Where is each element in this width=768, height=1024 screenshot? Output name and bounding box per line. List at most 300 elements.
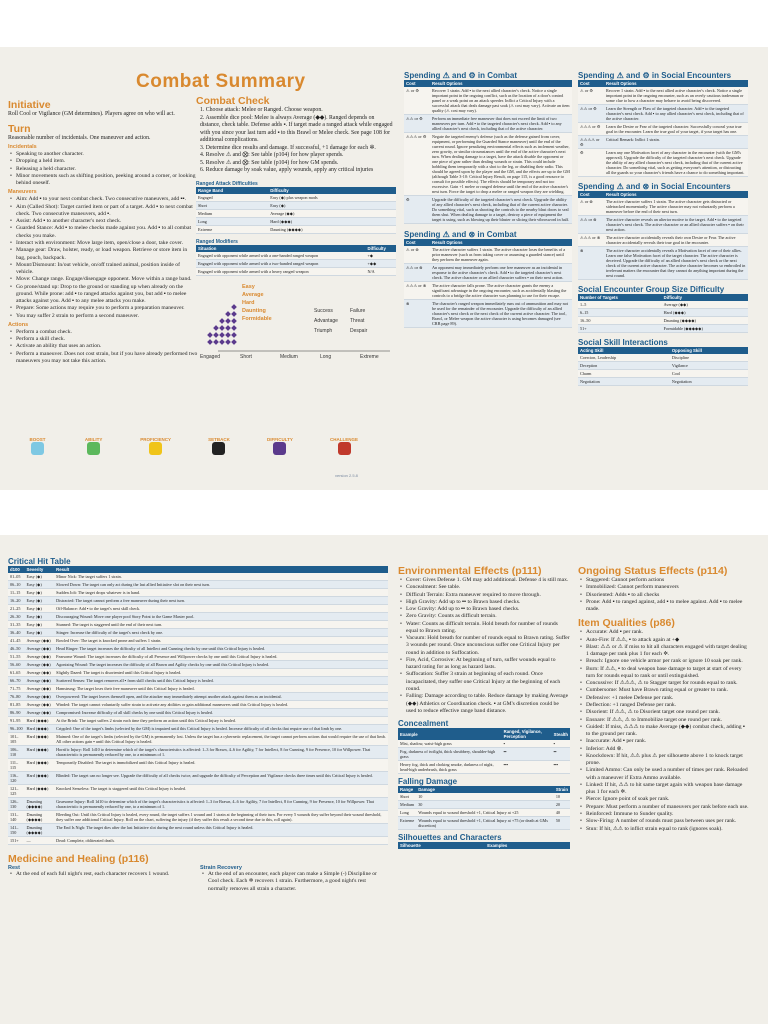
difficulty-die — [225, 311, 231, 317]
spend-social-neg-table — [578, 191, 748, 280]
range-label: Medium — [280, 353, 298, 360]
combat-step: 2. Assemble dice pool: Melee is always Average (◆◆). Ranged depends on distance, check table. Defense adds ▪. If target made a ranged attack while engaged with you since your last turn add ▪ to this Brawl or Melee check. See page 108 for additional complications. — [200, 114, 393, 144]
table-row — [8, 621, 388, 629]
table-cell: Winded: The target cannot voluntarily suffer strain to activate any abilities or gain additional maneuvers until this Critical Injury is healed. — [54, 701, 388, 709]
table-row — [578, 354, 748, 362]
table-cell: Hard (◆◆◆) — [25, 733, 55, 746]
maneuver-item: • Assist: Add ▪ to another character's next check. — [8, 218, 198, 225]
table-row — [404, 264, 572, 282]
table-cell: ⚠⚠⚠ or ⊗ — [404, 282, 430, 300]
maneuver-item: • Interact with environment: Move large item, open/close a door, take cover. — [8, 240, 198, 247]
table-cell: 96–100 — [10, 726, 23, 731]
quality-item: • Concussive: If ⚠⚠⚠, ⚠ to Stagger target for rounds equal to rank. — [578, 680, 750, 687]
table-row — [578, 325, 748, 333]
table-cell: At the Brink: The target suffers 2 strain each time they perform an action until this Critical Injury is healed. — [54, 717, 388, 725]
table-cell: The active character accidentally reveals their own Desire or Fear. The active character accidentally reveals their true goal in the encounter. — [604, 234, 748, 247]
table-row — [404, 115, 572, 133]
column-header: Damage — [416, 786, 554, 793]
table-cell: 10 — [554, 793, 570, 801]
incidental-item: • Dropping a held item. — [8, 158, 198, 165]
column-header: Difficulty — [268, 187, 396, 194]
table-row — [578, 216, 748, 234]
table-row — [404, 282, 572, 300]
status-item: • Staggered: Cannot perform actions — [578, 577, 750, 584]
table-cell: Learn the Desire or Fear of the targeted character. Successfully conceal your true goal in the encounter. Learn the true goal of your target, if your target has one. — [604, 123, 748, 136]
table-row — [8, 605, 388, 613]
table-cell: The active character suffers 1 strain. The active character loses the benefits of a prior maneuver (such as from taking cover or assuming a guarded stance) until they perform the maneuver again. — [430, 246, 572, 264]
table-cell: Extreme — [398, 817, 416, 830]
turn-text: Reasonable number of incidentals. One maneuver and action. — [8, 134, 151, 141]
table-row — [398, 817, 570, 830]
table-cell: Average (◆◆) — [25, 701, 55, 709]
table-cell: ▪▪▪ — [552, 761, 570, 774]
environmental-item: • Vacuum: Hold breath for number of rounds equal to Brawn rating. Suffer 3 wounds per round. Once unconscious suffer one Critical Injury per round in addition to Suffocation. — [398, 635, 570, 657]
table-row — [578, 370, 748, 378]
quality-item: • Slow-Firing: A number of rounds must pass between uses per rank. — [578, 818, 750, 825]
table-cell: Wounds equal to wound threshold +1, Critical Injury at +75 (or death at GMs discretion) — [416, 817, 554, 830]
table-cell: Coercion, Leadership — [578, 354, 670, 362]
table-row — [8, 573, 388, 581]
environment-column — [398, 565, 570, 849]
table-cell: Slowed Down: The target can only act during the last allied Initiative slot on their next turn. — [54, 581, 388, 589]
table-cell: 151+ — [8, 837, 25, 845]
incidental-item: • Minor movements such as shifting position, peeking around a corner, or looking behind oneself. — [8, 173, 198, 188]
version-label: version 2.5.8 — [335, 473, 358, 478]
status-item: • Disoriented: Adds ▪ to all checks — [578, 592, 750, 599]
die-legend-item — [208, 437, 230, 460]
social-spending-column — [578, 71, 748, 386]
environmental-item: • Low Gravity: Add up to ▪▪ to Brawn based checks. — [398, 606, 570, 613]
symbol-label: Threat — [350, 317, 365, 324]
ongoing-status-heading: Ongoing Status Effects (p114) — [578, 565, 728, 577]
difficulty-die — [213, 339, 219, 345]
table-row — [8, 785, 388, 798]
table-cell: 76–80 — [8, 693, 25, 701]
table-cell: 106–110 — [8, 746, 25, 759]
table-cell: Negotiation — [670, 378, 748, 386]
quality-item: • Deflection: +1 ranged Defense per rank. — [578, 702, 750, 709]
table-row — [8, 629, 388, 637]
incidental-item: • Speaking to another character. — [8, 151, 198, 158]
difficulty-range-diagram — [196, 280, 396, 360]
rest-text: • At the end of each full night's rest, each character recovers 1 wound. — [8, 871, 188, 878]
table-row — [578, 234, 748, 247]
combat-step: 6. Reduce damage by soak value, apply wounds, apply any critical injuries — [200, 167, 374, 174]
initiative-heading: Initiative — [8, 99, 51, 111]
table-cell: Easy (◆) — [268, 201, 396, 209]
table-cell: N/A — [365, 267, 396, 275]
table-row — [8, 645, 388, 653]
difficulty-label: Hard — [242, 299, 255, 306]
table-cell: Recover 1 strain. Add ▪ to the next allied character's check. Notice a single important point in the ongoing conflict, such as the location of a door's control panel or a weak point on an attack speeder. Inflict a Critical Injury with a successful attack that deals damage past soak (⚠ cost may vary). Activate an item quality (⚠ cost may vary). — [430, 87, 572, 115]
quality-item: • Auto-Fire: If ⚠⚠, ▪ to attack again at +◆ — [578, 637, 750, 644]
combat-check-steps — [196, 107, 396, 175]
spend-combat-neg-table — [404, 239, 572, 328]
die-label: CHALLENGE — [330, 437, 358, 442]
table-row — [578, 301, 748, 309]
table-cell: 91–95 — [8, 717, 25, 725]
social-skill-table — [578, 347, 748, 386]
table-cell: Hard (◆◆◆) — [662, 309, 748, 317]
column-header: Result Options — [604, 80, 748, 87]
table-cell: 26–30 — [8, 613, 25, 621]
table-cell: Daunting (◆◆◆◆) — [662, 317, 748, 325]
table-cell: Daunting (◆◆◆◆) — [268, 225, 396, 233]
table-cell: Easy (◆) plus weapon mods — [268, 194, 396, 202]
column-header: Range Band — [196, 187, 268, 194]
table-cell: Sudden Jolt: The target drops whatever is in hand. — [54, 589, 388, 597]
table-row — [398, 748, 570, 761]
item-qualities-heading: Item Qualities (p86) — [578, 617, 675, 630]
combat-step: 5. Resolve ⚠ and ⨂: See table (p104) for how GM spends. — [200, 159, 339, 166]
difficulty-die — [225, 318, 231, 324]
environmental-heading: Environmental Effects (p111) — [398, 565, 542, 577]
table-row — [196, 225, 396, 233]
table-row — [578, 309, 748, 317]
table-row — [8, 725, 388, 733]
environmental-item: • Suffocation: Suffer 3 strain at beginning of each round. Once incapacitated, they suffer one Critical Injury at the beginning of each round. — [398, 671, 570, 693]
environmental-list — [398, 577, 570, 715]
combat-summary-sheet — [0, 47, 768, 490]
table-cell: Average (◆◆) — [25, 653, 55, 661]
table-row — [196, 267, 396, 275]
table-cell: ▪▪ — [552, 748, 570, 761]
strain-recovery-text: • At the end of an encounter, each player can make a Simple (-) Discipline or Cool check. Each ✲ recovers 1 strain. Furthermore, a good night's rest normally removes all strain a character. — [200, 871, 380, 893]
table-cell: Short — [398, 793, 416, 801]
table-cell: 16–50 — [578, 317, 662, 325]
table-cell: Heavy fog, thick and choking smoke, darkness of night, head-high underbrush, thick grass — [398, 761, 502, 774]
table-cell: ⚠⚠ or ⊗ — [578, 216, 604, 234]
table-cell: The End Is Nigh: The target dies after the last Initiative slot during the next round unless this Critical Injury is healed. — [54, 824, 388, 837]
table-row — [8, 613, 388, 621]
difficulty-die — [213, 332, 219, 338]
falling-heading: Falling Damage — [398, 777, 458, 787]
table-cell: Hamstrung: The target loses their free maneuver until this Critical Injury is healed. — [54, 685, 388, 693]
table-row — [196, 194, 396, 202]
actions-heading: Actions — [8, 321, 29, 328]
die-legend-item — [84, 437, 103, 460]
table-cell: Knocked Senseless: The target is staggered until this Critical Injury is healed. — [54, 785, 388, 798]
table-row — [8, 701, 388, 709]
table-cell: 31–35 — [8, 621, 25, 629]
symbol-label: Success — [314, 307, 333, 314]
ranged-difficulties-table — [196, 187, 396, 234]
table-cell: Hard (◆◆◆) — [25, 759, 55, 772]
column-header: Result Options — [430, 80, 572, 87]
difficulty-die — [219, 325, 225, 331]
action-item: • Perform a maneuver. Does not cost strain, but if you have already performed two maneuvers you may not take this action. — [8, 351, 198, 366]
table-row — [8, 589, 388, 597]
table-row — [8, 677, 388, 685]
table-cell: Average (◆◆) — [25, 661, 55, 669]
table-cell: ⚠⚠⚠ or ⚙ — [404, 133, 430, 196]
table-row — [398, 801, 570, 809]
table-cell: 01–05 — [8, 573, 25, 581]
table-cell: Easy (◆) — [25, 613, 55, 621]
die-icon — [273, 442, 286, 455]
column-header: Result Options — [430, 239, 572, 246]
incidentals-heading: Incidentals — [8, 144, 37, 151]
difficulty-die — [231, 332, 237, 338]
silhouettes-heading: Silhouettes and Characters — [398, 833, 502, 843]
die-legend-item — [267, 437, 293, 460]
environmental-item: • Falling: Damage according to table. Reduce damage by making Average (◆◆) Athletics or Coordination check. ▪ at GM's discretion could be used to reduce effective range band distance. — [398, 693, 570, 715]
table-cell: Average (◆◆) — [25, 709, 55, 717]
table-cell: 1–5 — [578, 301, 662, 309]
quality-item: • Prepare: Must perform a number of maneuvers per rank before each use. — [578, 804, 750, 811]
group-size-heading: Social Encounter Group Size Difficulty — [578, 285, 725, 294]
difficulty-die — [207, 339, 213, 345]
table-cell: Long — [196, 217, 268, 225]
column-header: Opposing Skill — [670, 347, 748, 354]
table-cell: Vigilance — [670, 362, 748, 370]
die-icon — [149, 442, 162, 455]
column-header: Cost — [404, 239, 430, 246]
table-cell: Fog, darkness of twilight, thick shrubbery, shoulder-high grass — [398, 748, 502, 761]
status-item: • Immobilized: Cannot perform maneuvers — [578, 584, 750, 591]
initiative-text: Roll Cool or Vigilance (GM determines). Players agree on who will act. — [8, 111, 175, 117]
table-row — [8, 733, 388, 746]
table-row — [8, 653, 388, 661]
table-cell: Average (◆◆) — [662, 301, 748, 309]
table-cell: ▪▪▪ — [502, 761, 552, 774]
combat-check-heading: Combat Check — [196, 95, 270, 107]
table-row — [578, 378, 748, 386]
table-cell: Bleeding Out: Until this Critical Injury is healed, every round, the target suffers 1 wound and 1 strain at the beginning of their turn. For every 5 wounds they suffer beyond their wound threshold, they suffer one additional Critical Injury. Roll on the chart, suffering the injury (if they suffer this result a second time due to this, roll again). — [54, 811, 388, 824]
table-cell: +◆◆ — [365, 259, 396, 267]
table-cell: Average (◆◆) — [25, 693, 55, 701]
difficulty-label: Daunting — [242, 307, 266, 314]
table-cell: Cool — [670, 370, 748, 378]
table-cell: Negate the targeted enemy's defense (such as the defense gained from cover, equipment, or performing the Guarded Stance maneuver) until the end of the current round. Ignore penalizing environmental effects such as inclement weather, zero gravity, or similar circumstances until the end of the active character's next turn. When dealing damage to a target, have the attack disable the opponent or one piece of gear rather than dealing wounds or strain. This could include hobbling them temporarily with a shot to the leg, or disabling their radio. This should be agreed upon by the player and the GM, and the effects are up to the GM (although Table 3-10: Critical Injury Result, on page 115, is a good resource to consult for possible effects). The effects should be temporary and not too excessive. Gain +1 melee or ranged defense until the end of the active character's next turn. Force the target to drop a melee or ranged weapon they are wielding. — [430, 133, 572, 196]
table-cell: Charm — [578, 370, 670, 378]
table-row — [578, 198, 748, 216]
combat-spending-column — [404, 71, 572, 328]
table-cell: 11–15 — [8, 589, 25, 597]
difficulty-die — [231, 318, 237, 324]
table-row — [578, 136, 748, 149]
qualities-column — [578, 565, 750, 833]
table-cell: The active character accidentally reveals a Motivation facet of one of their allies. Learn one false Motivation facet of the target character. The active character is deceived. Upgrade the difficulty of an allied character's next check or the next check of the current active character. The active character becomes so embroiled in irrelevant matters the encounter that they cannot do anything important during the next round. — [604, 247, 748, 280]
difficulty-die — [231, 325, 237, 331]
table-row — [398, 740, 570, 748]
table-cell: Critical Remark: Inflict 1 strain. — [604, 136, 748, 149]
table-cell: Average (◆◆) — [25, 637, 55, 645]
table-cell: Engaged with opponent while armed with a heavy ranged weapon — [196, 267, 365, 275]
middle-column — [196, 95, 396, 360]
table-row — [398, 761, 570, 774]
table-cell: The character's ranged weapon immediately runs out of ammunition and may not be used for the remainder of the encounter. Upgrade the difficulty of an allied character's next check or the next check of the current active character. The tool, Brawl, or Melee weapon the active character is using becomes damaged (see CRB page 89). — [430, 300, 572, 328]
die-icon — [87, 442, 100, 455]
table-cell: ⚠ or ⊗ — [578, 198, 604, 216]
column-header: Difficulty — [365, 245, 396, 252]
table-cell: 6–15 — [578, 309, 662, 317]
table-row — [8, 746, 388, 759]
falling-table — [398, 786, 570, 830]
table-cell: Slightly Dazed: The target is disoriented until this Critical Injury is healed. — [54, 669, 388, 677]
quality-item: • Reinforced: Immune to Sunder quality. — [578, 811, 750, 818]
table-cell: Bowled Over: The target is knocked prone and suffers 1 strain. — [54, 637, 388, 645]
action-item: • Activate an ability that uses an action. — [8, 343, 198, 350]
table-row — [8, 669, 388, 677]
column-header: d100 — [8, 566, 25, 573]
table-cell: Compromised: Increase difficulty of all skill checks by one until this Critical Injury is healed. — [54, 709, 388, 717]
column-header: Result Options — [604, 191, 748, 198]
spend-social-heading: Spending ⚠ and ⚙ in Social Encounters — [578, 71, 732, 80]
die-legend-item — [28, 437, 47, 460]
table-row — [8, 581, 388, 589]
table-row — [196, 209, 396, 217]
table-row — [404, 87, 572, 115]
table-cell: Engaged with opponent while armed with a one-handed ranged weapon — [196, 252, 365, 260]
die-icon — [212, 442, 225, 455]
table-cell: 141–150 — [8, 824, 25, 837]
table-cell: Easy (◆) — [25, 581, 55, 589]
difficulty-die — [207, 332, 213, 338]
table-row — [196, 217, 396, 225]
table-cell: Long — [398, 809, 416, 817]
difficulty-label: Formidable — [242, 315, 272, 322]
group-size-table — [578, 294, 748, 333]
table-row — [578, 362, 748, 370]
critical-hit-heading: Critical Hit Table — [8, 557, 71, 566]
table-cell: The active character suffers 1 strain. The active character gets distracted or sidetracked momentarily. The active character may not voluntarily perform a maneuver before the end of their next turn. — [604, 198, 748, 216]
maneuvers-heading: Maneuvers — [8, 189, 37, 196]
symbol-label: Despair — [350, 327, 368, 334]
maneuver-item: • Mount/Dismount: In/out vehicle, on/off trained animal, position inside of vehicle. — [8, 262, 198, 277]
column-header: Strain — [555, 787, 568, 793]
quality-item: • Blast: ⚠⚠ or ⚠ if miss to hit all characters engaged with target dealing 1 damage per rank plus 1 for each ✲. — [578, 644, 750, 659]
table-cell: Learn the Strength or Flaw of the targeted character. Add ▪ to the targeted character's next check. Add ▪ to any allied character's next check, including that of the active character. — [604, 105, 748, 123]
table-cell: Discipline — [670, 354, 748, 362]
range-label: Engaged — [200, 353, 221, 360]
table-cell: 51+ — [578, 325, 662, 333]
range-label: Extreme — [360, 353, 379, 360]
quality-item: • Burn: If ⚠⚠, ▪ to deal weapon base damage to target at start of every turn for rounds equal to rank or until extinguished. — [578, 666, 750, 681]
difficulty-die — [219, 332, 225, 338]
table-cell: ⊗ — [404, 300, 430, 328]
table-cell: 131–140 — [8, 811, 25, 824]
difficulty-die — [225, 325, 231, 331]
maneuvers-list — [8, 196, 198, 320]
column-header: Difficulty — [662, 294, 748, 301]
environmental-item: • Fire, Acid, Corrosive: At beginning of turn, suffer wounds equal to hazard rating for as long as hazard lasts. — [398, 657, 570, 672]
table-row — [404, 300, 572, 328]
symbol-label: Advantage — [314, 317, 338, 324]
table-cell: ⚙ — [404, 196, 430, 224]
medicine-heading: Medicine and Healing (p116) — [8, 853, 149, 865]
spend-combat-heading: Spending ⚠ and ⚙ in Combat — [404, 71, 518, 80]
table-cell: ⚠⚠ or ⚙ — [578, 105, 604, 123]
maneuver-item: • Manage gear: Draw, holster, ready, or load weapon. Retrieve or store item in bag, pouch, backpack. — [8, 247, 198, 262]
table-cell: Hard (◆◆◆) — [25, 717, 55, 725]
table-cell: Daunting (◆◆◆◆) — [25, 798, 55, 811]
die-legend-item — [330, 437, 358, 460]
table-cell: Average (◆◆) — [268, 209, 396, 217]
table-row — [196, 252, 396, 260]
table-cell: Crippled: One of the target's limbs (selected by the GM) is impaired until this Critical Injury is healed. Increase difficulty of all checks that require use of that limb by one. — [54, 725, 388, 733]
table-row — [8, 772, 388, 785]
table-cell: ⊗ — [578, 247, 604, 280]
incidental-item: • Releasing a held character. — [8, 166, 198, 173]
table-cell: Easy (◆) — [25, 605, 55, 613]
table-row — [8, 759, 388, 772]
table-cell: Hard (◆◆◆) — [25, 725, 55, 733]
range-label: Short — [240, 353, 252, 360]
table-cell: Head Ringer: The target increases the difficulty of all Intellect and Cunning checks by one until this Critical Injury is healed. — [54, 645, 388, 653]
table-row — [398, 809, 570, 817]
table-cell: 56–60 — [8, 661, 25, 669]
table-cell: Minor Nick: The target suffers 1 strain. — [54, 573, 388, 581]
table-row — [8, 837, 388, 845]
table-row — [8, 709, 388, 717]
table-cell: — — [25, 837, 55, 845]
table-cell: ⚠ or ⚙ — [404, 87, 430, 115]
table-cell: 16–20 — [8, 597, 25, 605]
table-cell: 66–70 — [8, 677, 25, 685]
die-label: DIFFICULTY — [266, 437, 293, 442]
reference-sheet — [0, 535, 768, 1024]
spend-combat-neg-heading: Spending ⚠ and ⊗ in Combat — [404, 230, 517, 239]
table-cell: 30 — [416, 801, 554, 809]
table-cell: Average (◆◆) — [25, 677, 55, 685]
die-label: BOOST — [29, 437, 46, 442]
table-row — [404, 133, 572, 196]
ongoing-status-list — [578, 577, 750, 613]
table-row — [578, 123, 748, 136]
dice-legend — [28, 437, 358, 460]
column-header: Cost — [578, 80, 604, 87]
column-header: Situation — [196, 245, 365, 252]
table-cell: Extreme — [196, 225, 268, 233]
table-cell: ▪ — [552, 740, 570, 748]
table-cell: 71–75 — [8, 685, 25, 693]
die-legend-item — [140, 437, 171, 460]
quality-item: • Inferior: Add ⊗. — [578, 746, 750, 753]
difficulty-die — [231, 339, 237, 345]
table-cell: ⚙ — [578, 149, 604, 177]
quality-item: • Ensnare: If ⚠⚠, ⚠ to Immobilize target one round per rank. — [578, 717, 750, 724]
die-icon — [31, 442, 44, 455]
quality-item: • Knockdown: If hit, ⚠⚠ plus ⚠ per silhouette above 1 to knock target prone. — [578, 753, 750, 768]
table-cell: Easy (◆) — [25, 597, 55, 605]
table-row — [578, 87, 748, 105]
table-cell: Medium — [196, 209, 268, 217]
table-cell: Easy (◆) — [25, 621, 55, 629]
difficulty-die — [213, 325, 219, 331]
table-cell: 41–45 — [8, 637, 25, 645]
table-cell: Dead: Complete, obliterated death. — [54, 837, 388, 845]
table-cell: 111–115 — [8, 759, 25, 772]
table-row — [8, 824, 388, 837]
quality-item: • Breach: Ignore one vehicle armor per rank or ignore 10 soak per rank. — [578, 658, 750, 665]
difficulty-die — [219, 339, 225, 345]
table-cell: Agonizing Wound: The target increases the difficulty of all Brawn and Agility checks by one until this Critical Injury is healed. — [54, 661, 388, 669]
table-cell: Off-Balance: Add ▪ to the target's next skill check. — [54, 605, 388, 613]
table-cell: 126–130 — [8, 798, 25, 811]
table-cell: Mist, shadow, waist-high grass — [398, 740, 502, 748]
column-header: Severity — [25, 566, 55, 573]
table-cell: ▪ — [502, 740, 552, 748]
rest-heading: Rest — [8, 865, 20, 871]
table-cell: Daunting (◆◆◆◆) — [25, 824, 55, 837]
incidentals-list — [8, 151, 198, 187]
action-item: • Perform a combat check. — [8, 329, 198, 336]
table-cell: ▪▪ — [502, 748, 552, 761]
table-row — [196, 201, 396, 209]
maneuver-item: • Aim (Called Shot): Target carried item or part of a target. Add ▪ to next combat check. Two consecutive maneuvers, add ▪. — [8, 204, 198, 219]
strain-recovery-heading: Strain Recovery — [200, 865, 242, 871]
